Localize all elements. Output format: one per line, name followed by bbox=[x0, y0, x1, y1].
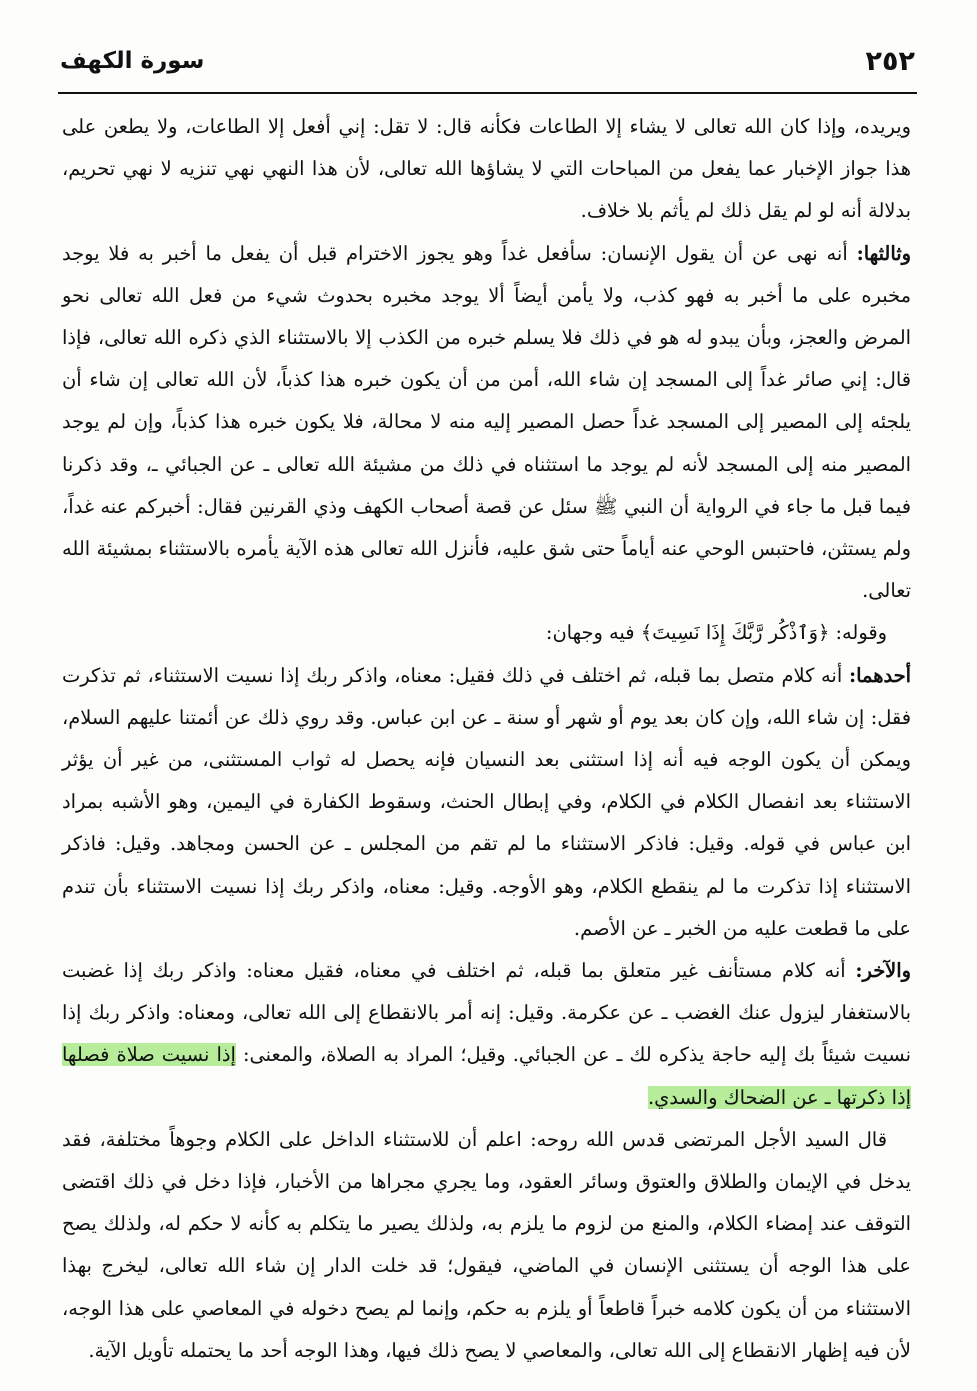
paragraph bbox=[62, 612, 911, 654]
paragraph-text: وقوله: bbox=[829, 621, 887, 645]
paragraph bbox=[62, 233, 911, 613]
page-number: ٢٥٢ bbox=[865, 46, 915, 77]
paragraph bbox=[62, 950, 911, 1119]
paragraph-text: أنه كلام متصل بما قبله، ثم اختلف في ذلك فقيل: معناه، واذكر ربك إذا نسيت الاستثناء، ثم تذكرت فقل: إن شاء الله، وإن كان بعد يوم أو شهر أو سنة ـ عن ابن عباس. وقد روي ذلك عن أئمتنا عليهم السلام، ويمكن أن يكون الوجه فيه أنه إذا استثنى بعد النسيان فإنه يحصل له ثواب المستثنى، من غير أن يؤثر الاستثناء بعد انفصال الكلام في الكلام، وفي إبطال الحنث، وسقوط الكفارة في اليمين، وهو الأشبه بمراد ابن عباس في قوله. وقيل: فاذكر الاستثناء ما لم تقم من المجلس ـ عن الحسن ومجاهد. وقيل: فاذكر الاستثناء إذا تذكرت ما لم ينقطع الكلام، وهو الأوجه. وقيل: معناه، واذكر ربك إذا نسيت الاستثناء بأن تندم على ما قطعت عليه من الخبر ـ عن الأصم. bbox=[62, 663, 911, 940]
paragraph-text: قال السيد الأجل المرتضى قدس الله روحه: اعلم أن للاستثناء الداخل على الكلام وجوهاً مختلفة، فقد يدخل في الإيمان والطلاق والعتوق وسائر العقود، وما يجري مجراها من الأخبار، فإذا دخل في ذلك اقتضى التوقف عند إمضاء الكلام، والمنع من لزوم ما يلزم به، ولذلك يصير ما يتكلم به كأنه لا حكم له، ولذلك يصح على هذا الوجه أن يستثنى الإنسان في الماضي، فيقول؛ قد خلت الدار إن شاء الله تعالى، ليخرج بهذا الاستثناء من أن يكون كلامه خبراً قاطعاً أو يلزم به حكم، وإنما لم يصح دخوله في المعاصي على هذا الوجه، لأن فيه إظهار الانقطاع إلى الله تعالى، والمعاصي لا يصح ذلك فيها، وهذا الوجه أحد ما يحتمله تأويل الآية. bbox=[62, 1127, 911, 1362]
header-divider bbox=[58, 92, 917, 94]
paragraph bbox=[62, 106, 911, 233]
paragraph-lead: وثالثها: bbox=[856, 241, 911, 265]
paragraph-text: ويريده، وإذا كان الله تعالى لا يشاء إلا الطاعات فكأنه قال: لا تقل: إني أفعل إلا الطاعات، ولا يطعن على هذا جواز الإخبار عما يفعل من المباحات التي لا يشاؤها الله تعالى، لأن هذا النهي نهي تنزيه لا نهي تحريم، بدلالة أنه لو لم يقل ذلك لم يأثم بلا خلاف. bbox=[62, 115, 911, 223]
paragraph-text: فيه وجهان: bbox=[545, 621, 641, 645]
paragraph-lead: أحدهما: bbox=[848, 663, 911, 687]
highlighted-text: إذا نسيت صلاة فصلها إذا ذكرتها ـ عن الضحاك والسدي. bbox=[62, 1043, 911, 1109]
paragraph-text: أنه كلام مستأنف غير متعلق بما قبله، ثم اختلف في معناه، فقيل معناه: واذكر ربك إذا غضبت بالاستغفار ليزول عنك الغضب ـ عن عكرمة. وقيل: إنه أمر بالانقطاع إلى الله تعالى، ومعناه: واذكر ربك إذا نسيت شيئاً بك إليه حاجة يذكره لك ـ عن الجبائي. وقيل؛ المراد به الصلاة، والمعنى: bbox=[62, 959, 911, 1067]
page-body bbox=[62, 106, 911, 1372]
page-header bbox=[60, 44, 915, 84]
quran-verse: ﴿وَٱذْكُر رَّبَّكَ إِذَا نَسِيتَ﴾ bbox=[640, 621, 830, 645]
paragraph bbox=[62, 655, 911, 950]
surah-title: سورة الكهف bbox=[60, 48, 205, 74]
paragraph-lead: والآخر: bbox=[855, 959, 911, 983]
paragraph-text: أنه نهى عن أن يقول الإنسان: سأفعل غداً وهو يجوز الاخترام قبل أن يفعل ما أخبر به فلا يوجد مخبره على ما أخبر به فهو كذب، ولا يأمن أيضاً ألا يوجد مخبره بحدوث شيء من فعل الله تعالى نحو المرض والعجز، وبأن يبدو له هو في ذلك فلا يسلم خبره من الكذب إلا بالاستثناء الذي ذكره الله تعالى، فإذا قال: إني صائر غداً إلى المسجد إن شاء الله، أمن من أن يكون خبره هذا كذباً، لأن الله تعالى إن شاء أن يلجئه إلى المصير إلى المسجد غداً حصل المصير إليه منه لا محالة، فلا يكون خبره هذا كذباً، وإن لم يوجد المصير منه إلى المسجد لأنه لم يوجد ما استثناه في ذلك من مشيئة الله تعالى ـ عن الجبائي ـ، وقد ذكرنا فيما قبل ما جاء في الرواية أن النبي ﷺ سئل عن قصة أصحاب الكهف وذي القرنين فقال: أخبركم عنه غداً، ولم يستثن، فاحتبس الوحي عنه أياماً حتى شق عليه، فأنزل الله تعالى هذه الآية يأمره بالاستثناء بمشيئة الله تعالى. bbox=[62, 241, 911, 603]
paragraph bbox=[62, 1119, 911, 1372]
